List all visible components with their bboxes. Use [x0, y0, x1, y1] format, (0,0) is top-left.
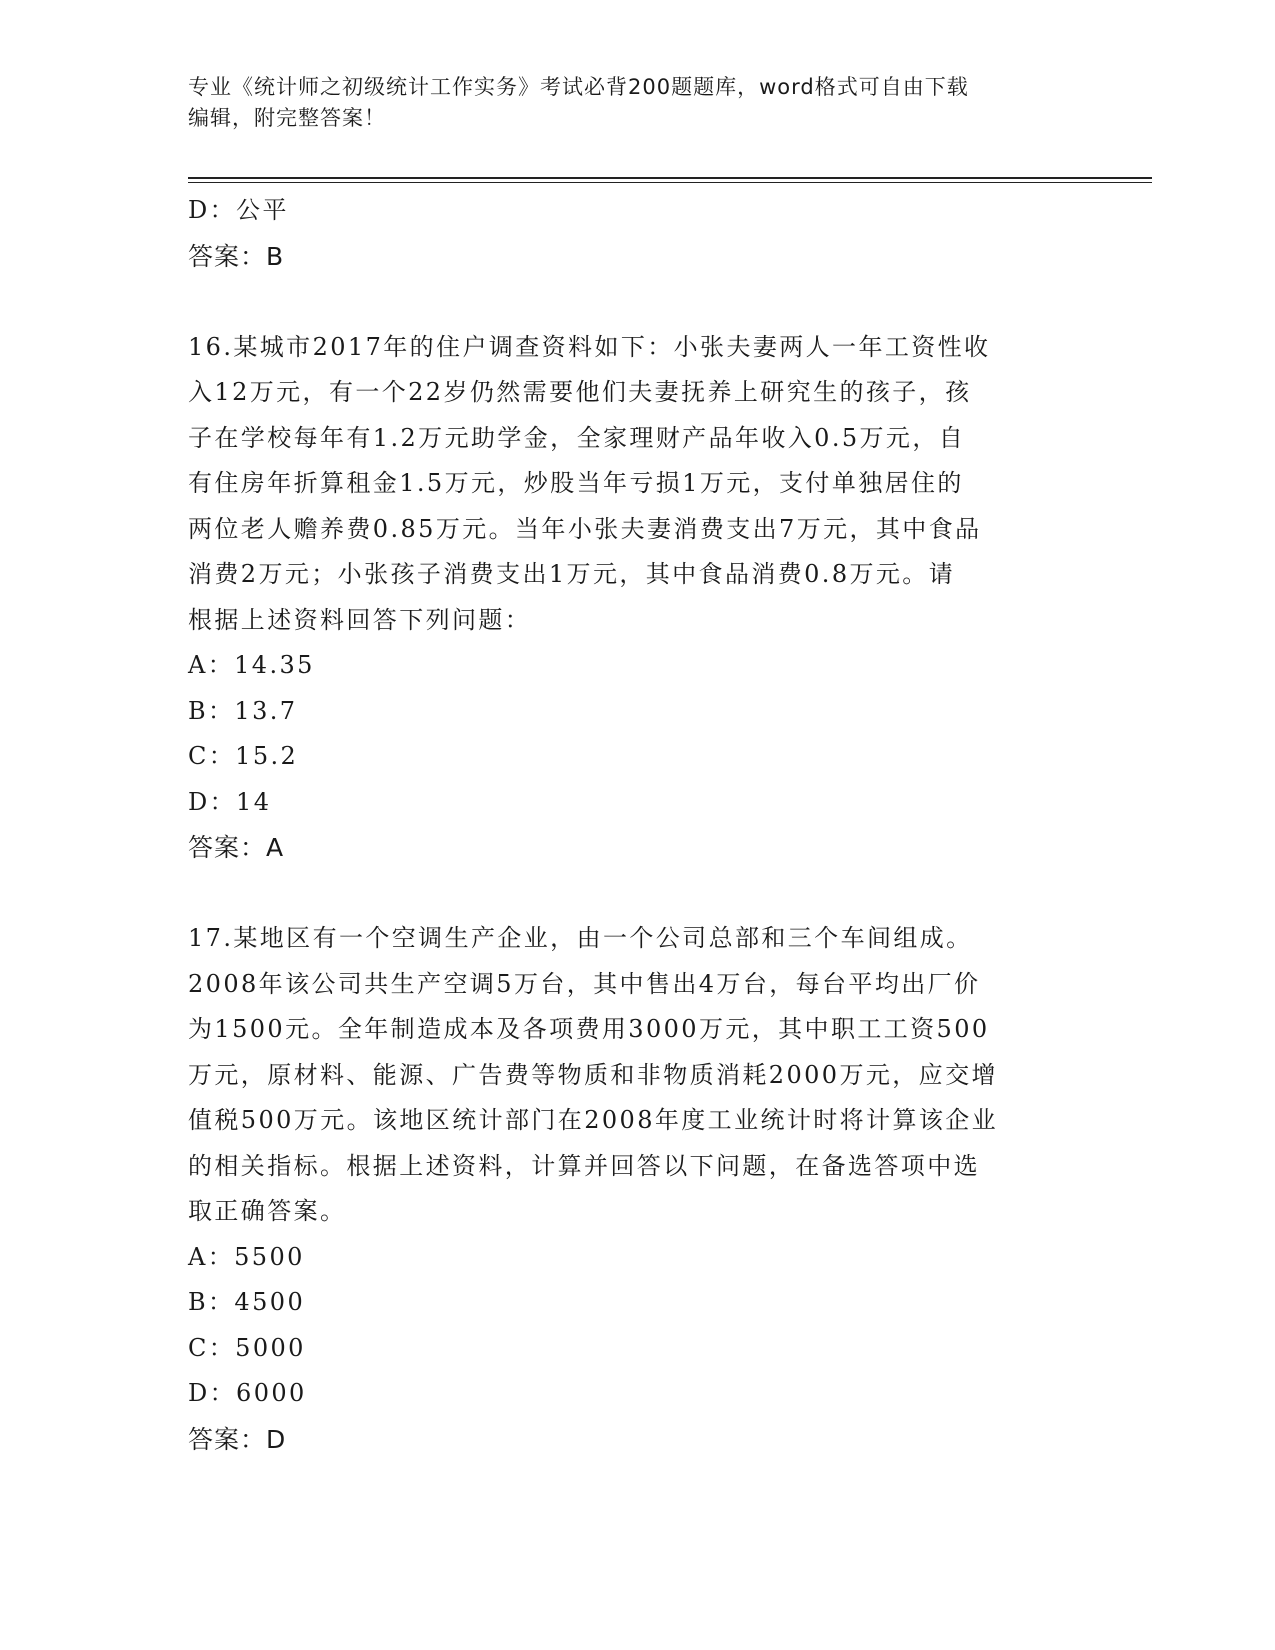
answer-line: 答案：B [188, 241, 285, 271]
question-text-line: 万元，原材料、能源、广告费等物质和非物质消耗2000万元，应交增 [188, 1060, 998, 1089]
header-divider-thin [188, 182, 1152, 183]
question-text-line: 取正确答案。 [188, 1197, 347, 1225]
answer-line: 答案：A [188, 833, 285, 862]
option-d: D：公平 [188, 196, 289, 224]
spacer [188, 871, 1088, 917]
header-divider-thick [188, 177, 1152, 179]
question-17 [188, 916, 1088, 1462]
question-text-line: 入12万元，有一个22岁仍然需要他们夫妻抚养上研究生的孩子，孩 [188, 378, 972, 406]
option-d: D：6000 [188, 1379, 307, 1407]
question-text-line: 17.某地区有一个空调生产企业，由一个公司总部和三个车间组成。 [188, 924, 973, 952]
document-body [188, 188, 1088, 1462]
option-d: D：14 [188, 787, 272, 816]
option-a: A：14.35 [188, 651, 315, 679]
question-text-line: 的相关指标。根据上述资料，计算并回答以下问题，在备选答项中选 [188, 1151, 980, 1180]
option-c: C：5000 [188, 1333, 306, 1362]
option-a: A：5500 [188, 1242, 305, 1271]
option-b: B：13.7 [188, 696, 298, 725]
question-text-line: 根据上述资料回答下列问题： [188, 605, 532, 634]
question-text-line: 有住房年折算租金1.5万元，炒股当年亏损1万元，支付单独居住的 [188, 469, 964, 497]
question-text-line: 2008年该公司共生产空调5万台，其中售出4万台，每台平均出厂价 [188, 969, 981, 998]
previous-question-tail [188, 188, 1088, 279]
page-header [188, 72, 1088, 134]
spacer [188, 279, 1088, 325]
header-title-line-1: 专业《统计师之初级统计工作实务》考试必背200题题库，word格式可自由下载 [188, 75, 969, 99]
question-text-line: 值税500万元。该地区统计部门在2008年度工业统计时将计算该企业 [188, 1106, 999, 1134]
question-text-line: 消费2万元；小张孩子消费支出1万元，其中食品消费0.8万元。请 [188, 560, 956, 588]
question-text-line: 为1500元。全年制造成本及各项费用3000万元，其中职工工资500 [188, 1015, 990, 1043]
option-b: B：4500 [188, 1288, 306, 1316]
question-text-line: 两位老人赡养费0.85万元。当年小张夫妻消费支出7万元，其中食品 [188, 514, 982, 543]
question-text-line: 子在学校每年有1.2万元助学金，全家理财产品年收入0.5万元，自 [188, 423, 966, 452]
answer-line: 答案：D [188, 1424, 287, 1454]
question-16 [188, 325, 1088, 871]
header-title-line-2: 编辑，附完整答案！ [188, 106, 386, 130]
question-text-line: 16.某城市2017年的住户调查资料如下：小张夫妻两人一年工资性收 [188, 332, 991, 361]
option-c: C：15.2 [188, 742, 299, 770]
